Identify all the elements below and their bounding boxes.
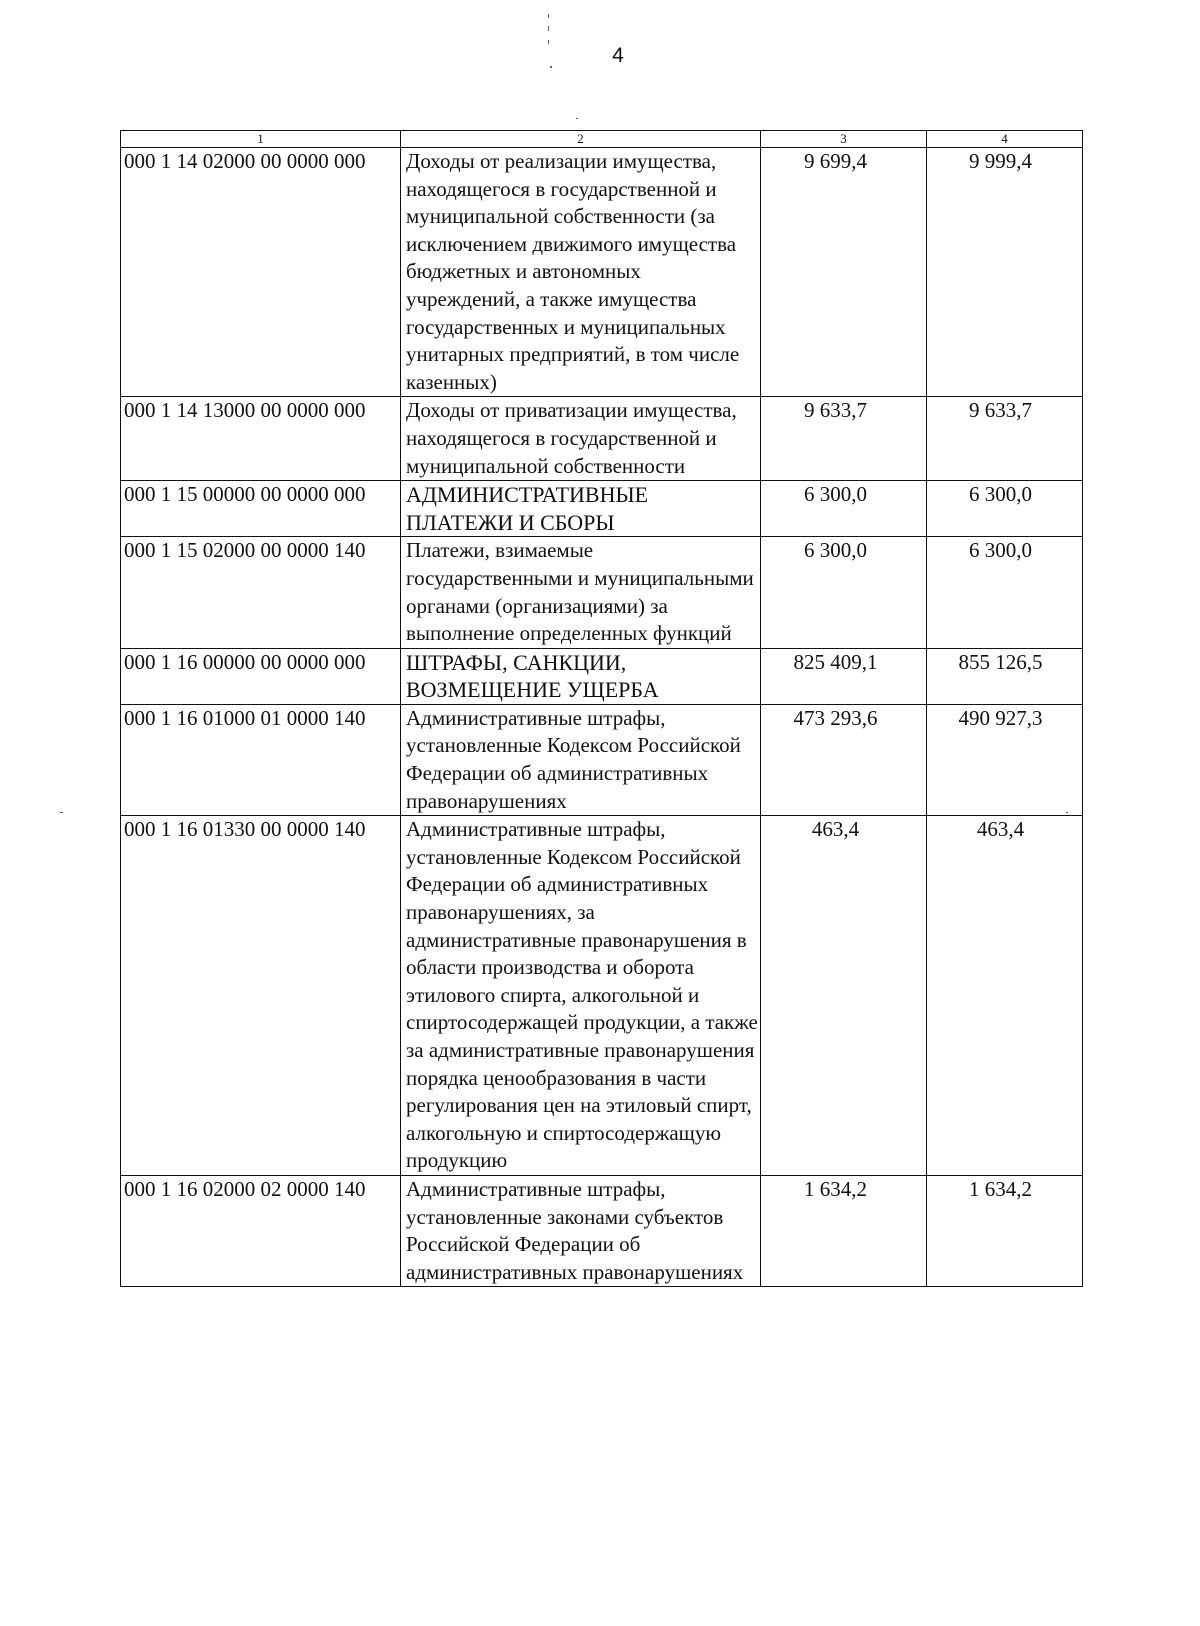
page-number: 4 (612, 44, 624, 67)
scan-speck (548, 40, 549, 44)
budget-code: 000 1 14 13000 00 0000 000 (121, 397, 401, 481)
amount-column-4: 855 126,5 (927, 648, 1083, 704)
scan-speck (550, 66, 552, 68)
amount-column-4: 1 634,2 (927, 1175, 1083, 1286)
budget-code: 000 1 15 02000 00 0000 140 (121, 537, 401, 648)
amount-column-4: 490 927,3 (927, 704, 1083, 815)
amount-column-4: 6 300,0 (927, 481, 1083, 537)
income-name: Платежи, взимаемые государственными и муниципальными органами (организациями) за выполнение определенных функций (401, 537, 761, 648)
amount-column-3: 473 293,6 (761, 704, 927, 815)
table-row (121, 816, 1083, 1176)
income-name: АДМИНИСТРАТИВНЫЕ ПЛАТЕЖИ И СБОРЫ (401, 481, 761, 537)
income-name: Административные штрафы, установленные Кодексом Российской Федерации об административных правонарушениях (401, 704, 761, 815)
income-name: Административные штрафы, установленные законами субъектов Российской Федерации об административных правонарушениях (401, 1175, 761, 1286)
budget-code: 000 1 16 01330 00 0000 140 (121, 816, 401, 1176)
income-name: Доходы от приватизации имущества, находящегося в государственной и муниципальной собственности (401, 397, 761, 481)
table-row (121, 704, 1083, 815)
amount-column-3: 1 634,2 (761, 1175, 927, 1286)
scan-speck (576, 118, 578, 119)
table-row (121, 397, 1083, 481)
income-name: Доходы от реализации имущества, находящегося в государственной и муниципальной собственности (за исключением движимого имущества бюджетных и автономных учреждений, а также имущества государственных и муниципальных унитарных предприятий, в том числе казенных) (401, 148, 761, 397)
table-row (121, 537, 1083, 648)
table-row (121, 1175, 1083, 1286)
amount-column-3: 9 699,4 (761, 148, 927, 397)
table-row (121, 148, 1083, 397)
budget-code: 000 1 16 01000 01 0000 140 (121, 704, 401, 815)
column-number-2: 2 (401, 131, 761, 148)
budget-code: 000 1 16 02000 02 0000 140 (121, 1175, 401, 1286)
table-header-row (121, 131, 1083, 148)
amount-column-3: 825 409,1 (761, 648, 927, 704)
scan-speck (548, 14, 549, 18)
budget-code: 000 1 16 00000 00 0000 000 (121, 648, 401, 704)
amount-column-4: 9 999,4 (927, 148, 1083, 397)
amount-column-4: 6 300,0 (927, 537, 1083, 648)
amount-column-3: 463,4 (761, 816, 927, 1176)
table-row (121, 648, 1083, 704)
scan-speck (548, 26, 549, 31)
budget-code: 000 1 15 00000 00 0000 000 (121, 481, 401, 537)
table-row (121, 481, 1083, 537)
amount-column-3: 6 300,0 (761, 481, 927, 537)
revenue-table (120, 130, 1083, 1287)
income-name: Административные штрафы, установленные Кодексом Российской Федерации об административных правонарушениях, за административные правонарушения в области производства и оборота этилового спирта, алкогольной и спиртосодержащей продукции, а также за административные правонарушения порядка ценообразования в части регулирования цен на этиловый спирт, алкогольную и спиртосодержащую продукцию (401, 816, 761, 1176)
scan-speck (60, 812, 63, 813)
column-number-1: 1 (121, 131, 401, 148)
amount-column-3: 9 633,7 (761, 397, 927, 481)
budget-code: 000 1 14 02000 00 0000 000 (121, 148, 401, 397)
column-number-3: 3 (761, 131, 927, 148)
amount-column-4: 463,4 (927, 816, 1083, 1176)
amount-column-4: 9 633,7 (927, 397, 1083, 481)
amount-column-3: 6 300,0 (761, 537, 927, 648)
column-number-4: 4 (927, 131, 1083, 148)
income-name: ШТРАФЫ, САНКЦИИ, ВОЗМЕЩЕНИЕ УЩЕРБА (401, 648, 761, 704)
